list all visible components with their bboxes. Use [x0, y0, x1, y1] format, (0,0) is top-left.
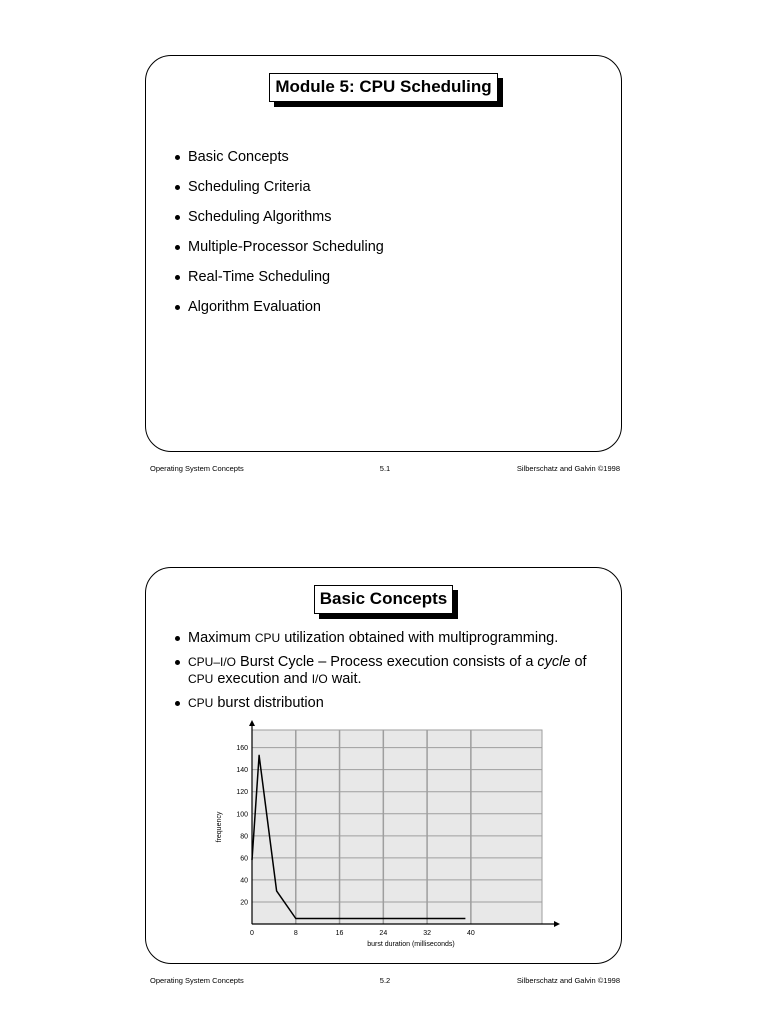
bullet-text: execution and: [213, 671, 312, 687]
y-axis-label: frequency: [216, 811, 223, 843]
y-tick-label: 60: [240, 855, 248, 863]
bullet-item: Scheduling Algorithms: [172, 209, 384, 226]
bullet-text-italic: cycle: [537, 654, 571, 670]
bullet-item: [172, 695, 612, 712]
slide-1-footer: [150, 463, 620, 475]
slide-2-title: Basic Concepts: [314, 585, 454, 614]
bullet-item: Basic Concepts: [172, 149, 384, 166]
bullet-text-smallcaps: CPU–I/O: [188, 655, 237, 669]
x-tick-label: 24: [379, 930, 388, 937]
slide-1-title: Module 5: CPU Scheduling: [269, 73, 497, 102]
slide-2-bullet-list: [172, 630, 612, 719]
bullet-text-smallcaps: CPU: [188, 696, 214, 710]
x-axis-arrow-icon: [554, 921, 560, 927]
bullet-text: burst distribution: [213, 695, 324, 711]
y-tick-label: 120: [236, 789, 248, 797]
bullet-item: Scheduling Criteria: [172, 179, 384, 196]
bullet-text-smallcaps: CPU: [188, 672, 214, 686]
bullet-item: Multiple-Processor Scheduling: [172, 239, 384, 256]
bullet-text: Burst Cycle – Process execution consists of a: [236, 654, 538, 670]
y-axis-arrow-icon: [249, 720, 255, 726]
x-tick-label: 16: [335, 930, 344, 937]
x-tick-label: 0: [250, 930, 254, 937]
x-tick-label: 8: [293, 930, 298, 937]
bullet-item: Real-Time Scheduling: [172, 269, 384, 286]
y-tick-label: 100: [236, 811, 248, 819]
footer-page-number: 5.2: [379, 976, 391, 985]
slide-1: [145, 55, 622, 452]
footer-copyright: Silberschatz and Galvin ©1998: [516, 976, 620, 985]
bullet-text-smallcaps: CPU: [254, 631, 281, 645]
bullet-text: of: [570, 654, 587, 670]
footer-page-number: 5.1: [379, 464, 391, 473]
x-tick-label: 40: [466, 930, 475, 937]
bullet-text: Maximum: [188, 630, 255, 646]
y-tick-label: 20: [240, 899, 248, 907]
y-tick-label: 40: [240, 877, 248, 885]
footer-book-title: Operating System Concepts: [150, 464, 244, 473]
bullet-text-smallcaps: I/O: [311, 672, 328, 686]
slide-1-bullet-list: [172, 149, 384, 329]
bullet-text: wait.: [327, 671, 362, 687]
bullet-text: utilization obtained with multiprogramming.: [280, 630, 559, 646]
y-tick-label: 80: [240, 833, 248, 841]
y-tick-label: 160: [236, 745, 248, 753]
slide-2-footer: [150, 975, 620, 987]
footer-copyright: Silberschatz and Galvin ©1998: [516, 464, 620, 473]
bullet-item: Algorithm Evaluation: [172, 299, 384, 316]
footer-book-title: Operating System Concepts: [150, 976, 244, 985]
cpu-burst-chart: [205, 716, 565, 952]
x-axis-label: burst duration (milliseconds): [367, 941, 455, 948]
bullet-item: [172, 630, 612, 647]
y-tick-label: 140: [236, 767, 248, 775]
bullet-item: [172, 654, 612, 688]
x-tick-label: 32: [423, 930, 431, 937]
